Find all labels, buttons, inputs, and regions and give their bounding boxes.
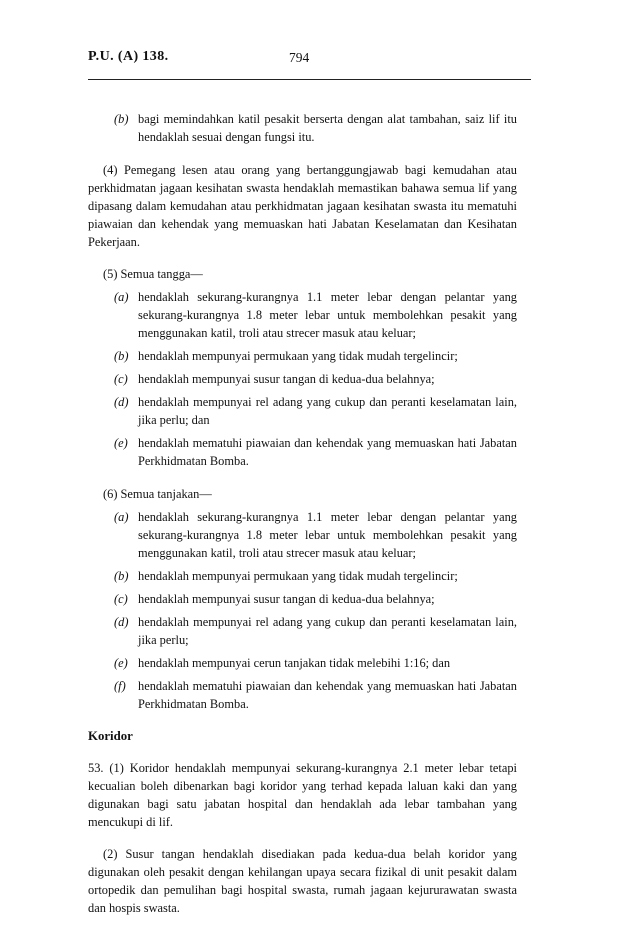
- list-item: [88, 677, 517, 713]
- item-text: hendaklah mempunyai rel adang yang cukup dan peranti keselamatan lain, jika perlu;: [138, 615, 517, 647]
- item-label: (e): [114, 436, 128, 450]
- paragraph-5-heading: (5) Semua tangga—: [103, 267, 203, 281]
- paragraph-6-heading: (6) Semua tanjakan—: [103, 487, 212, 501]
- list-item: [88, 654, 517, 672]
- list-item: [88, 288, 517, 342]
- item-text: hendaklah mematuhi piawaian dan kehendak yang memuaskan hati Jabatan Perkhidmatan Bomba.: [138, 436, 517, 468]
- item-text: hendaklah mempunyai susur tangan di kedua-dua belahnya;: [138, 592, 435, 606]
- item-label: (e): [114, 656, 128, 670]
- item-text: hendaklah mempunyai rel adang yang cukup dan peranti keselamatan lain, jika perlu; dan: [138, 395, 517, 427]
- item-label: (a): [114, 290, 129, 304]
- item-text: hendaklah sekurang-kurangnya 1.1 meter lebar dengan pelantar yang sekurang-kurangnya 1.8 meter lebar untuk membolehkan pesakit yang menggunakan katil, troli atau strecer masuk atau keluar;: [138, 290, 517, 340]
- list-item: [88, 347, 517, 365]
- list-item: [88, 370, 517, 388]
- item-label: (c): [114, 592, 128, 606]
- list-item: [88, 567, 517, 585]
- item-text: hendaklah mempunyai cerun tanjakan tidak melebihi 1:16; dan: [138, 656, 451, 670]
- item-text: hendaklah mempunyai permukaan yang tidak mudah tergelincir;: [138, 569, 458, 583]
- item-text: hendaklah mempunyai permukaan yang tidak mudah tergelincir;: [138, 349, 458, 363]
- item-label: (d): [114, 615, 129, 629]
- item-text: hendaklah mempunyai susur tangan di kedua-dua belahnya;: [138, 372, 435, 386]
- item-label: (d): [114, 395, 129, 409]
- item-label: (a): [114, 510, 129, 524]
- section-heading-koridor: Koridor: [88, 729, 133, 743]
- item-text: bagi memindahkan katil pesakit berserta dengan alat tambahan, saiz lif itu hendaklah sesuai dengan fungsi itu.: [138, 112, 517, 144]
- paragraph-4: (4) Pemegang lesen atau orang yang bertanggungjawab bagi kemudahan atau perkhidmatan jagaan kesihatan swasta hendaklah memastikan bahawa semua lif yang dipasang dalam kemudahan atau perkhidmatan jagaan kesihatan swasta itu mematuhi piawaian dan kehendak yang memuaskan hati Jabatan Keselamatan dan Kesihatan Pekerjaan.: [88, 163, 517, 249]
- paragraph-5: [88, 265, 517, 470]
- document-body: [88, 110, 517, 931]
- list-item: [88, 613, 517, 649]
- list-item: [88, 434, 517, 470]
- list-item: [88, 508, 517, 562]
- section-53-2: (2) Susur tangan hendaklah disediakan pada kedua-dua belah koridor yang digunakan oleh pesakit dengan kehilangan upaya secara fizikal di unit pesakit dalam ortopedik dan pemulihan bagi hospital swasta, rumah jagaan kejururawatan swasta dan hospis swasta.: [88, 847, 517, 915]
- paragraph-6: [88, 485, 517, 713]
- section-53-1: 53. (1) Koridor hendaklah mempunyai sekurang-kurangnya 2.1 meter lebar tetapi kecualian boleh dibenarkan bagi koridor yang terhad kepada laluan kaki dan yang digunakan bagi satu jabatan hospital dan hendaklah ada lebar tambahan yang mencukupi di lif.: [88, 761, 517, 829]
- item-text: hendaklah sekurang-kurangnya 1.1 meter lebar dengan pelantar yang sekurang-kurangnya 1.8 meter lebar untuk membolehkan pesakit yang menggunakan katil, troli atau strecer masuk atau keluar;: [138, 510, 517, 560]
- page-number: 794: [289, 50, 310, 65]
- header-rule: [88, 79, 531, 80]
- list-item: [88, 393, 517, 429]
- item-label: (b): [114, 349, 129, 363]
- intro-item: [88, 110, 517, 146]
- item-label: (c): [114, 372, 128, 386]
- item-label: (b): [114, 112, 129, 126]
- item-text: hendaklah mematuhi piawaian dan kehendak yang memuaskan hati Jabatan Perkhidmatan Bomba.: [138, 679, 517, 711]
- item-label: (f): [114, 679, 126, 693]
- item-label: (b): [114, 569, 129, 583]
- list-item: [88, 590, 517, 608]
- header-reference: P.U. (A) 138.: [88, 49, 169, 64]
